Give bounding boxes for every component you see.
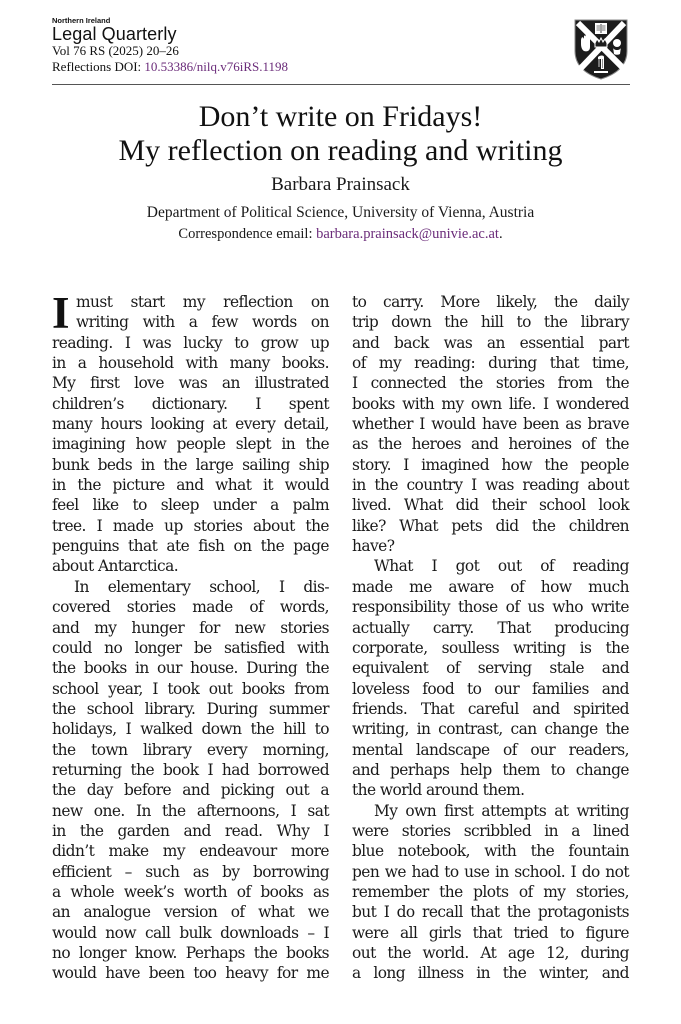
- body-line: made me aware of how much: [352, 577, 629, 596]
- body-line: must start my reflection on: [76, 293, 329, 311]
- body-line: efficient – such as by borrowing: [52, 862, 329, 881]
- body-line: bunk beds in the large sailing ship: [52, 455, 329, 474]
- body-line: have?: [352, 537, 395, 556]
- university-crest-icon: [572, 17, 630, 81]
- article-body: [52, 288, 630, 992]
- body-line: equivalent of serving stale and: [352, 659, 629, 678]
- article-title-block: [0, 100, 681, 244]
- body-line: in a household with many books.: [52, 354, 329, 373]
- body-line: to carry. More likely, the daily: [352, 293, 629, 311]
- body-line: penguins that ate fish on the page: [52, 537, 329, 556]
- body-line: the world around them.: [352, 781, 525, 800]
- body-line: were all girls that tried to figure: [352, 923, 629, 942]
- body-line: many hours looking at every detail,: [52, 415, 329, 434]
- correspondence-line: [0, 224, 681, 244]
- journal-header: [52, 17, 630, 83]
- body-line: whether I would have been as brave: [352, 415, 629, 434]
- drop-cap: I: [52, 288, 70, 338]
- body-line: friends. That careful and spirited: [352, 699, 629, 718]
- body-line: of my reading: during that time,: [352, 354, 629, 373]
- body-line: actually carry. That producing: [352, 618, 629, 637]
- body-line: lived. What did their school look: [352, 496, 629, 515]
- doi-link[interactable]: 10.53386/nilq.v76iRS.1198: [144, 59, 289, 74]
- body-line: In elementary school, I dis-: [74, 577, 329, 596]
- body-line: children’s dictionary. I spent: [52, 394, 329, 413]
- body-line: the day before and picking out a: [52, 781, 329, 800]
- doi-label: Reflections DOI:: [52, 59, 145, 74]
- body-line: like? What pets did the children: [352, 516, 629, 535]
- article-title-line-1: Don’t write on Fridays!: [198, 100, 483, 133]
- body-line: in the country I was reading about: [352, 476, 629, 495]
- body-line: What I got out of reading: [374, 557, 629, 576]
- body-line: responsibility those of us who write: [352, 598, 629, 617]
- email-link[interactable]: barbara.prainsack@univie.ac.at: [316, 226, 499, 242]
- body-line: the books in our house. During the: [52, 659, 329, 678]
- body-line: out the world. At age 12, during: [352, 944, 629, 962]
- body-line: books with my own life. I wondered: [352, 394, 629, 413]
- body-line: tree. I made up stories about the: [52, 516, 329, 535]
- body-line: trip down the hill to the library: [352, 313, 629, 332]
- body-line: corporate, soulless writing is the: [352, 638, 629, 657]
- body-line: a long illness in the winter, and: [352, 964, 629, 983]
- body-line: covered stories made of words,: [52, 598, 329, 617]
- body-line: new one. In the afternoons, I sat: [52, 801, 329, 820]
- body-line: the school library. During summer: [52, 699, 329, 718]
- body-line: and my hunger for new stories: [52, 618, 329, 637]
- body-line: school year, I took out books from: [52, 679, 329, 698]
- author-affiliation: Department of Political Science, University of Vienna, Austria: [146, 204, 535, 221]
- email-trailing-period: .: [498, 226, 503, 242]
- body-line: in the picture and what it would: [52, 476, 329, 495]
- body-line: My first love was an illustrated: [52, 374, 329, 393]
- body-line: could no longer be satisfied with: [52, 638, 329, 657]
- body-line: in the garden and read. Why I: [52, 821, 329, 840]
- body-line: but I do recall that the protagonists: [352, 903, 629, 922]
- correspondence-label: Correspondence email:: [178, 226, 317, 242]
- body-line: didn’t make my endeavour more: [52, 842, 329, 861]
- journal-subtitle: Northern Ireland: [52, 16, 111, 25]
- body-line: blue notebook, with the fountain: [352, 842, 629, 861]
- body-line: feel like to sleep under a palm: [52, 496, 329, 515]
- body-line: writing with a few words on: [76, 313, 329, 332]
- body-line: were stories scribbled in a lined: [352, 821, 629, 840]
- body-line: as the heroes and heroines of the: [352, 435, 629, 454]
- body-line: the town library every morning,: [52, 740, 329, 759]
- body-line: writing, in contrast, can change the: [352, 720, 629, 739]
- journal-masthead: [52, 17, 288, 75]
- body-line: an analogue version of what we: [52, 903, 329, 922]
- body-line: remember the plots of my stories,: [352, 882, 629, 901]
- article-title-line-2: My reflection on reading and writing: [118, 134, 563, 167]
- volume-info: Vol 76 RS (2025) 20–26: [52, 43, 179, 58]
- body-line: no longer know. Perhaps the books: [52, 944, 329, 962]
- body-line: and back was an essential part: [352, 333, 629, 352]
- body-line: and perhaps help them to change: [352, 760, 629, 779]
- body-line: would have been too heavy for me: [52, 964, 329, 983]
- body-line: My own first attempts at writing: [374, 801, 629, 820]
- header-divider: [52, 84, 630, 85]
- left-column: [52, 288, 329, 984]
- journal-name: Legal Quarterly: [52, 24, 177, 44]
- right-column: [352, 292, 629, 984]
- body-line: imagining how people slept in the: [52, 435, 329, 454]
- doi-line: [52, 59, 288, 75]
- author-name: Barbara Prainsack: [271, 174, 410, 195]
- body-line: loveless food to our families and: [352, 679, 629, 698]
- body-line: mental landscape of our readers,: [352, 740, 629, 759]
- body-line: holidays, I walked down the hill to: [52, 720, 329, 739]
- body-line: about Antarctica.: [52, 557, 179, 576]
- body-line: I connected the stories from the: [352, 374, 629, 393]
- body-line: returning the book I had borrowed: [52, 760, 329, 779]
- body-line: story. I imagined how the people: [352, 455, 629, 474]
- body-line: a whole week’s worth of books as: [52, 882, 329, 901]
- body-line: pen we had to use in school. I do not: [352, 862, 629, 881]
- body-line: reading. I was lucky to grow up: [52, 333, 329, 352]
- body-line: would now call bulk downloads – I: [52, 923, 329, 942]
